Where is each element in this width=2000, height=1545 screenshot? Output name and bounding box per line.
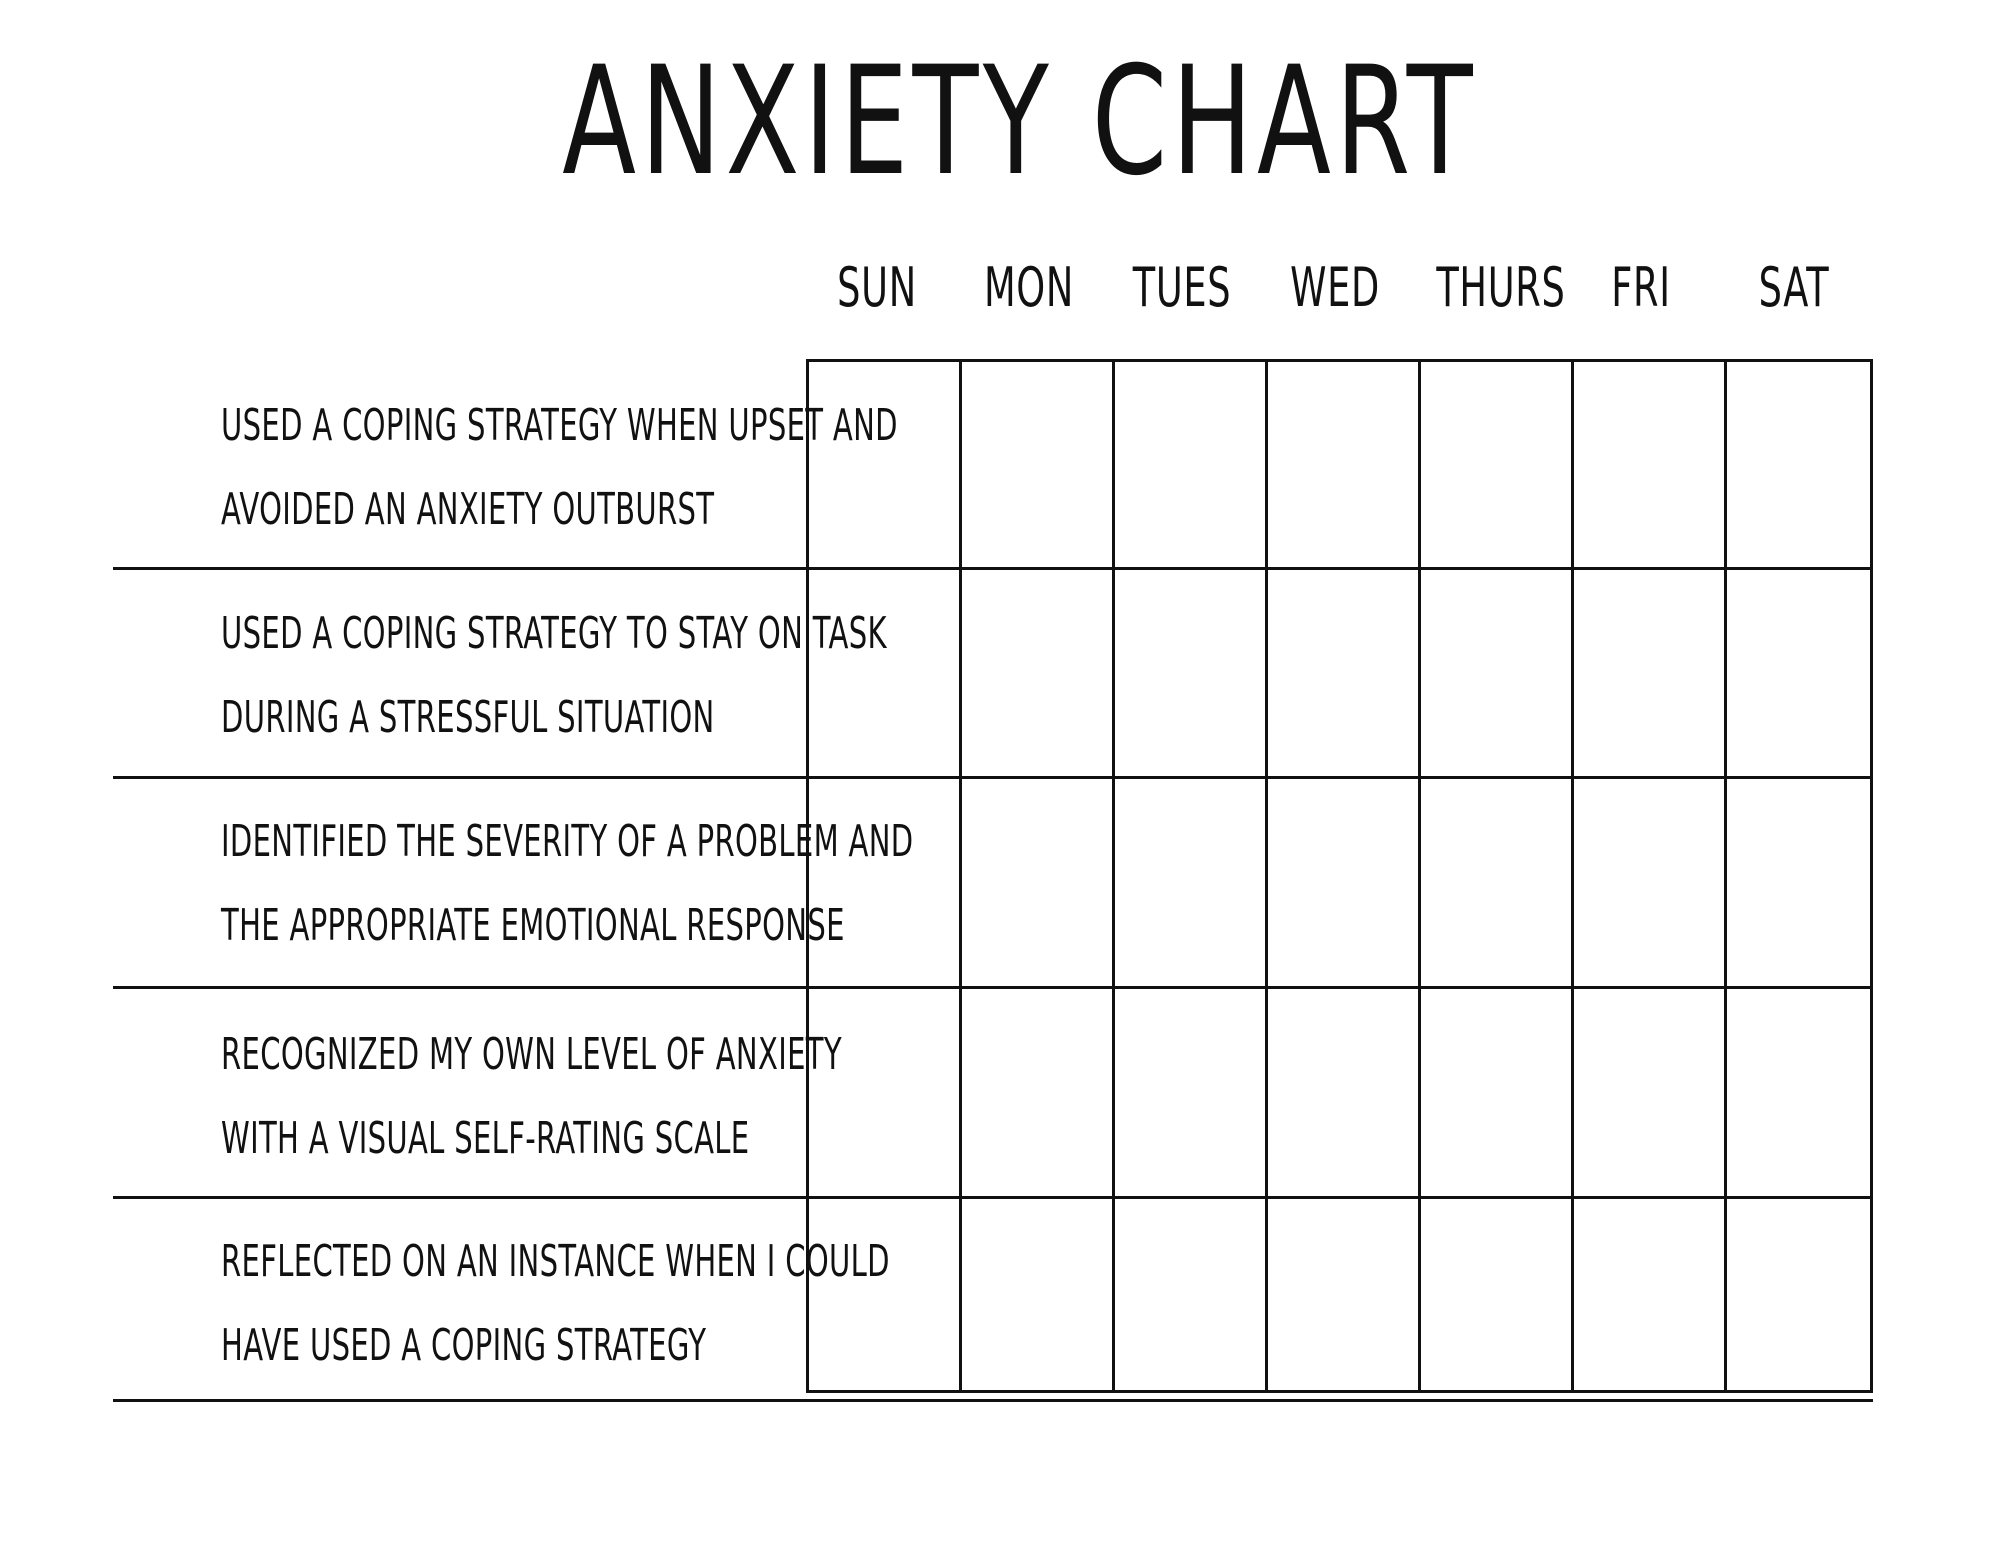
column-header-sun: SUN <box>837 256 917 319</box>
row-label-reflected <box>221 1220 890 1388</box>
row-divider <box>113 986 1873 989</box>
grid-column-divider <box>1724 359 1727 1393</box>
row-label-line: DURING A STRESSFUL SITUATION <box>221 692 715 743</box>
grid-column-divider <box>1265 359 1268 1393</box>
row-divider <box>113 776 1873 779</box>
row-label-line: USED A COPING STRATEGY TO STAY ON TASK <box>221 608 887 659</box>
row-label-line: IDENTIFIED THE SEVERITY OF A PROBLEM AND <box>221 816 914 867</box>
row-label-line: RECOGNIZED MY OWN LEVEL OF ANXIETY <box>221 1029 842 1080</box>
row-label-line: REFLECTED ON AN INSTANCE WHEN I COULD <box>221 1236 890 1287</box>
row-label-line: AVOIDED AN ANXIETY OUTBURST <box>221 484 715 535</box>
grid-column-divider <box>959 359 962 1393</box>
row-label-line: WITH A VISUAL SELF-RATING SCALE <box>221 1113 750 1164</box>
tracking-grid <box>806 359 1873 1393</box>
row-divider <box>113 1399 1873 1402</box>
grid-column-divider <box>1418 359 1421 1393</box>
page-title: ANXIETY CHART <box>562 35 1478 209</box>
row-divider <box>113 567 1873 570</box>
row-label-line: HAVE USED A COPING STRATEGY <box>221 1320 707 1371</box>
row-label-coping-upset <box>221 384 898 552</box>
grid-column-divider <box>1571 359 1574 1393</box>
row-label-line: USED A COPING STRATEGY WHEN UPSET AND <box>221 400 898 451</box>
row-label-line: THE APPROPRIATE EMOTIONAL RESPONSE <box>221 900 845 951</box>
column-header-mon: MON <box>983 256 1075 319</box>
row-label-coping-task <box>221 592 887 760</box>
column-header-wed: WED <box>1290 256 1380 319</box>
row-divider <box>113 1196 1873 1199</box>
row-label-severity <box>221 800 914 968</box>
column-header-sat: SAT <box>1758 256 1830 319</box>
row-label-recognized-anxiety <box>221 1013 842 1181</box>
grid-column-divider <box>1112 359 1115 1393</box>
column-header-thurs: THURS <box>1436 256 1566 319</box>
column-header-tues: TUES <box>1132 256 1232 319</box>
column-header-fri: FRI <box>1611 256 1671 319</box>
